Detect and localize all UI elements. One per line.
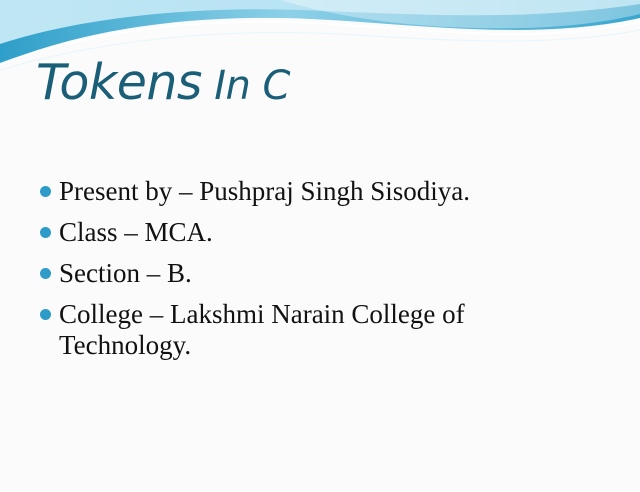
bullet-text: Present by – Pushpraj Singh Sisodiya.: [59, 176, 471, 206]
bullet-dot-icon: [40, 268, 51, 279]
bullet-item-class: [40, 217, 600, 248]
bullet-list: [40, 176, 600, 371]
bullet-item-section: [40, 258, 600, 289]
slide-title-main: Tokens: [36, 54, 202, 111]
bullet-text: College – Lakshmi Narain College of Technology.: [59, 299, 465, 360]
bullet-dot-icon: [40, 186, 51, 197]
bullet-item-college: [40, 299, 600, 361]
bullet-text: Section – B.: [59, 258, 192, 288]
bullet-dot-icon: [40, 227, 51, 238]
bullet-dot-icon: [40, 309, 51, 320]
slide-title: [36, 54, 290, 111]
slide-title-suffix: In C: [214, 63, 290, 109]
bullet-item-presenter: [40, 176, 600, 207]
bullet-text: Class – MCA.: [59, 217, 213, 247]
